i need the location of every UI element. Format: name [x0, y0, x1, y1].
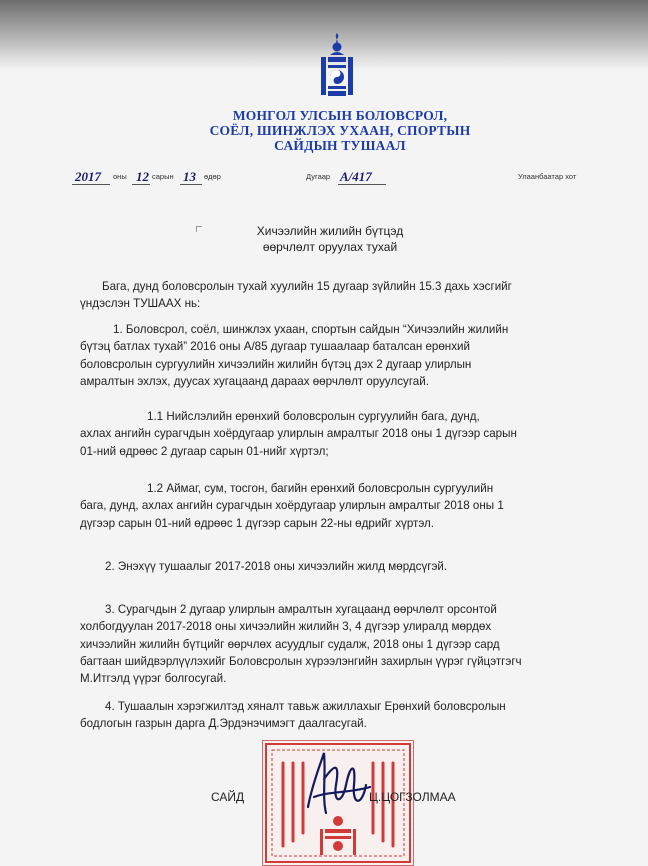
signatory-name: Ц.ЦОГЗОЛМАА — [369, 790, 456, 804]
subject-line-1: Хичээлийн жилийн бүтцэд — [256, 224, 404, 238]
item-1-line-4: амралтын эхлэх, дуусах хугацаанд дараах өөрчлөлт оруулсугай. — [80, 374, 429, 388]
item-1-2-line-2: бага, дунд, ахлах ангийн сурагчдын хоёрдугаар улирлын амралтыг 2018 оны 1 — [80, 499, 504, 513]
item-3-line-5: М.Итгэлд үүрэг болгосугай. — [80, 672, 227, 686]
item-1-line-1: 1. Боловсрол, соёл, шинжлэх ухаан, спортын сайдын “Хичээлийн жилийн — [113, 323, 509, 336]
handwritten-month: 12 — [136, 169, 149, 184]
soyombo-emblem-icon — [316, 32, 358, 98]
item-3-line-1: 3. Сурагчдын 2 дугаар улирлын амралтын хугацаанд өөрчлөлт орсонтой — [105, 603, 497, 616]
handwritten-decree-number: А/417 — [340, 169, 372, 184]
item-3-paragraph — [80, 601, 575, 687]
item-1-paragraph — [80, 321, 575, 390]
city-label: Улаанбаатар хот — [518, 172, 577, 181]
ministry-name-line-2: СОЁЛ, ШИНЖЛЭХ УХААН, СПОРТЫН — [209, 123, 471, 138]
intro-paragraph — [80, 278, 575, 313]
handwritten-signature-icon — [300, 745, 375, 820]
decree-heading: САЙДЫН ТУШААЛ — [274, 138, 406, 153]
item-4-paragraph — [80, 698, 575, 733]
item-3-line-2: холбогдуулан 2017-2018 оны хичээлийн жилийн 3, 4 дүгээр улиралд мөрдөх — [80, 620, 492, 634]
item-1-1-line-1: 1.1 Нийслэлийн ерөнхий боловсролын сургуулийн бага, дунд, — [147, 410, 480, 423]
item-1-2-line-1: 1.2 Аймаг, сум, тосгон, багийн ерөнхий боловсролын сургуулийн — [147, 482, 494, 495]
handwritten-day: 13 — [183, 169, 196, 184]
day-underline — [180, 184, 202, 185]
month-underline — [132, 184, 150, 185]
item-4-line-2: бодлогын газрын дарга Д.Эрдэнэчимэгт даалгасугай. — [80, 717, 367, 731]
item-2-paragraph — [80, 558, 575, 575]
item-1-1-line-3: 01-ний өдрөөс 2 дугаар сарын 01-нийг хүртэл; — [80, 444, 329, 458]
subject-line-2: өөрчлөлт оруулах тухай — [262, 240, 398, 254]
item-1-2-paragraph — [80, 480, 575, 532]
year-underline — [72, 184, 110, 185]
handwritten-year: 2017 — [75, 169, 101, 184]
item-1-2-line-3: дүгээр сарын 01-ний өдрөөс 1 дүгээр сарын 22-ны өдрийг хүртэл. — [80, 516, 434, 530]
intro-line-1: Бага, дунд боловсролын тухай хуулийн 15 дугаар зүйлийн 15.3 дахь хэсгийг — [102, 280, 512, 293]
ministry-name-line-1: МОНГОЛ УЛСЫН БОЛОВСРОЛ, — [232, 108, 448, 123]
number-underline — [338, 184, 386, 185]
item-3-line-3: хичээлийн жилийн бүтцийг өөрчлөх асуудлыг судалж, 2018 оны 1 дүгээр сард — [80, 637, 500, 651]
item-1-line-3: боловсролын сургуулийн хичээлийн жилийн бүтэц дэх 2 дугаар улирлын — [80, 357, 472, 371]
number-label: Дугаар — [306, 172, 331, 181]
year-suffix: оны — [113, 172, 127, 181]
day-suffix: өдөр — [204, 172, 221, 181]
signatory-title: САЙД — [211, 790, 245, 804]
item-4-line-1: 4. Тушаалын хэрэгжилтэд хяналт тавьж ажиллахыг Ерөнхий боловсролын — [105, 700, 506, 713]
item-1-1-paragraph — [80, 408, 575, 460]
item-2-line-1: 2. Энэхүү тушаалыг 2017-2018 оны хичээлийн жилд мөрдсүгэй. — [105, 560, 448, 573]
item-3-line-4: багтаан шийдвэрлүүлэхийг Боловсролын хүрээлэнгийн захирлын үүрэг гүйцэтгэгч — [80, 654, 522, 668]
month-suffix: сарын — [152, 172, 174, 181]
intro-line-2: үндэслэн ТУШААХ нь: — [80, 297, 201, 311]
item-1-line-2: бүтэц батлах тухай” 2016 оны А/85 дугаар тушаалаар баталсан ерөнхий — [80, 340, 470, 354]
item-1-1-line-2: ахлах ангийн сурагчдын хоёрдугаар улирлын амралтыг 2018 оны 1 дүгээр сарын — [80, 427, 517, 441]
